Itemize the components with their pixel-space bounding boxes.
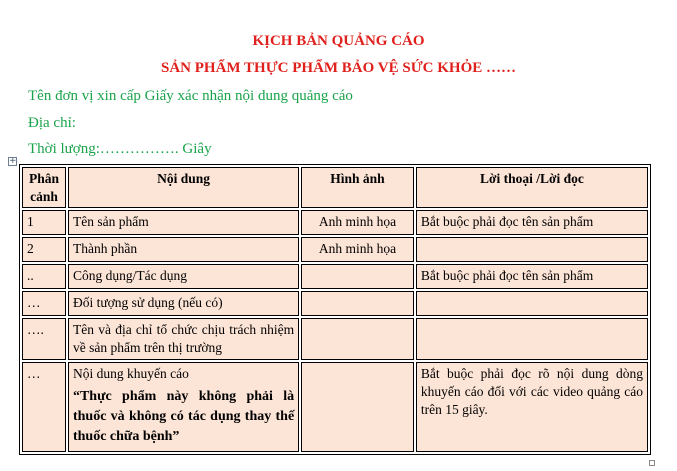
header-scene: Phân cảnh [22, 167, 66, 208]
address-line: Địa chỉ: [28, 115, 76, 131]
voiceover-cell [416, 237, 648, 262]
content-cell: Tên sản phẩm [68, 210, 299, 235]
voiceover-cell: Bắt buộc phải đọc tên sản phẩm [416, 264, 648, 289]
move-table-icon[interactable]: + [9, 156, 17, 166]
image-cell [301, 318, 414, 360]
table-header-row [22, 167, 648, 208]
scene-cell: .. [22, 264, 66, 289]
image-cell: Anh minh họa [301, 210, 414, 235]
document-title: KỊCH BẢN QUẢNG CÁO [252, 33, 425, 49]
unit-name-line: Tên đơn vị xin cấp Giấy xác nhận nội dung quảng cáo [28, 88, 353, 104]
scene-cell: … [22, 362, 66, 452]
table-row [22, 318, 648, 360]
warning-statement: “Thực phẩm này không phải là thuốc và không có tác dụng thay thế thuốc chữa bệnh” [72, 389, 295, 444]
table-row [22, 264, 648, 289]
content-cell: Tên và địa chỉ tổ chức chịu trách nhiệm về sản phẩm trên thị trường [68, 318, 299, 360]
header-voiceover: Lời thoại /Lời đọc [416, 167, 648, 208]
script-table [19, 164, 651, 455]
scene-cell: 1 [22, 210, 66, 235]
scene-cell: …. [22, 318, 66, 360]
duration-line: Thời lượng:……………. Giây [28, 141, 212, 157]
image-cell [301, 264, 414, 289]
content-cell: Đối tượng sử dụng (nếu có) [68, 291, 299, 316]
voiceover-cell [416, 291, 648, 316]
warning-label: Nội dung khuyến cáo [72, 366, 189, 381]
content-cell: Công dụng/Tác dụng [68, 264, 299, 289]
image-cell [301, 291, 414, 316]
document-subtitle: SẢN PHẨM THỰC PHẨM BẢO VỆ SỨC KHỎE …… [160, 60, 516, 76]
header-content: Nội dung [68, 167, 299, 208]
table-row [22, 210, 648, 235]
table-resize-handle[interactable] [649, 460, 655, 466]
table-row [22, 362, 648, 452]
header-image: Hình ảnh [301, 167, 414, 208]
voiceover-cell [416, 318, 648, 360]
voiceover-cell: Bắt buộc phải đọc tên sản phẩm [416, 210, 648, 235]
content-cell: Thành phần [68, 237, 299, 262]
voiceover-cell: Bắt buộc phải đọc rõ nội dung dòng khuyến cáo đối với các video quảng cáo trên 15 giây. [416, 362, 648, 452]
scene-cell: 2 [22, 237, 66, 262]
table-row [22, 291, 648, 316]
scene-cell: … [22, 291, 66, 316]
image-cell [301, 362, 414, 452]
image-cell: Anh minh họa [301, 237, 414, 262]
content-cell [68, 362, 299, 452]
table-row [22, 237, 648, 262]
